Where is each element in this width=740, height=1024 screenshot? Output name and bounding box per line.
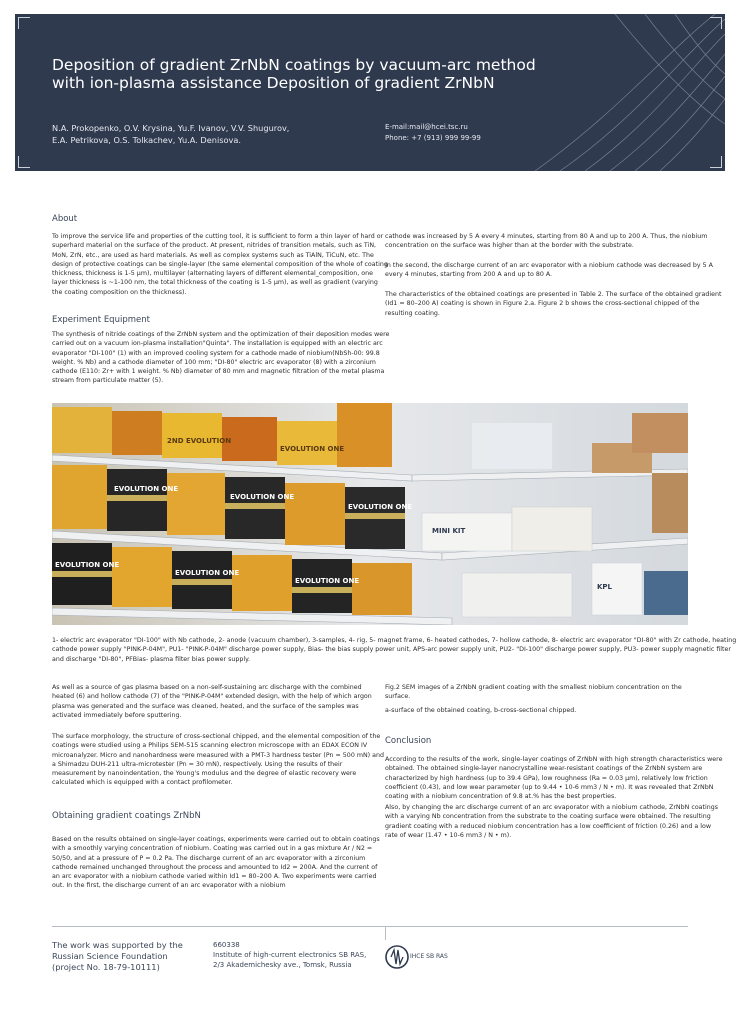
authors-line: N.A. Prokopenko, O.V. Krysina, Yu.F. Ivanov, V.V. Shugurov, bbox=[52, 123, 290, 133]
institute-address bbox=[213, 940, 373, 970]
logo-text: IHCE SB RAS bbox=[410, 953, 448, 960]
box-label: EVOLUTION ONE bbox=[230, 493, 295, 501]
authors bbox=[52, 122, 352, 146]
funding-note: The work was supported by the Russian Science Foundation (project No. 18-79-10111) bbox=[52, 940, 183, 972]
corner-mark bbox=[18, 156, 30, 168]
email-text[interactable]: E-mail:mail@hcei.tsc.ru bbox=[385, 123, 468, 131]
equipment-text: The synthesis of nitride coatings of the ZrNbN system and the optimization of their deposition modes were carried out on a vacuum ion-plasma installation"Quinta". The installation is equipped with an electric arc evaporator "DI-100" (1) with an improved cooling system for a cathode made of niobium(NbSh-00: 99.8 weight. % Nb) and a cathode diameter of 100 mm; "DI-80" electric arc evaporator (8) with a zirconium cathode (E110: Zr+ with 1 weight. % Nb) diameter of 80 mm and magnetic filtration of the metal plasma stream from particulate matter (5). bbox=[52, 331, 390, 385]
about-heading: About bbox=[52, 214, 78, 224]
left-paragraph: Based on the results obtained on single-layer coatings, experiments were carried out to obtain coatings with a smoothly varying concentration of niobium. Coating was carried out in a gas mixture Ar / N2 = 50/50, and at a pressure of P = 0.2 Pa. The discharge current of an arc evaporator with a zirconium cathode remained unchanged throughout the process and amounted to Id2 = 200A. And the current of an arc evaporator with a niobium cathode varied within Id1 = 80–200 A. Two experiments were carried out. In the first, the discharge current of an arc evaporator with a niobium bbox=[52, 836, 380, 890]
conclusion-paragraph: According to the results of the work, single-layer coatings of ZrNbN with high strength characteristics were obtained. The obtained single-layer nanocrystalline wear-resistant coatings of the ZrNbN system are characterized by high hardness (up to 39.4 GPa), low roughness (Ra = 0.03 μm), relatively low friction coefficient (0.43), and low wear parameter (up to 9.44 • 10-6 mm3 / N • m). It was revealed that ZrNbN coating with a niobium concentration of 9.8 at.% has the best properties. bbox=[385, 756, 723, 801]
poster-title: Deposition of gradient ZrNbN coatings by vacuum-arc method with ion-plasma assistance Deposition of gradient ZrNbN bbox=[52, 56, 536, 92]
box-label: EVOLUTION ONE bbox=[295, 577, 360, 585]
figure-subcaption: a-surface of the obtained coating, b-cross-sectional chipped. bbox=[385, 707, 577, 714]
left-paragraph: As well as a source of gas plasma based on a non-self-sustaining arc discharge with the combined heated (6) and hollow cathode (7) of the "PINK-P-04M" extended design, with the help of which argon plasma was generated and the surface was cleaned, heated, and the surface of the samples was activated immediately before sputtering. bbox=[52, 684, 372, 719]
box-label: 2ND EVOLUTION bbox=[167, 437, 232, 445]
header-banner bbox=[15, 14, 725, 171]
box-label: EVOLUTION ONE bbox=[348, 503, 413, 511]
about-text: To improve the service life and properties of the cutting tool, it is sufficient to form a thin layer of hard or superhard material on the surface of the product. At present, nitrides of transition metals, such as TiN, MoN, ZrN, etc., are used as hard materials. As well as complex systems such as TiAlN, TiCuN, etc. The design of protective coatings can be single-layer (the same elemental composition of the whole of coating thickness, thickness is 1-5 μm), multilayer (alternating layers of different elemental_composition, one layer thickness is ~1-100 nm, the total thickness of the coating is 1-5 μm), as well as gradient (varying the coating composition on the thickness). bbox=[52, 233, 388, 296]
conclusion-heading: Conclusion bbox=[385, 736, 432, 746]
address-text: Institute of high-current electronics SB RAS, 2/3 Akademichesky ave., Tomsk, Russia bbox=[213, 951, 367, 969]
corner-mark bbox=[18, 17, 30, 29]
footer-divider bbox=[385, 926, 386, 940]
box-label: KPL bbox=[597, 583, 613, 591]
obtaining-heading: Obtaining gradient coatings ZrNbN bbox=[52, 811, 201, 821]
equipment-heading: Experiment Equipment bbox=[52, 315, 150, 325]
decorative-arcs bbox=[15, 14, 725, 171]
phone-text: Phone: +7 (913) 999 99-99 bbox=[385, 134, 481, 142]
box-label: EVOLUTION ONE bbox=[280, 445, 345, 453]
right-paragraph: cathode was increased by 5 A every 4 minutes, starting from 80 A and up to 200 A. Thus, the niobium concentration on the surface was higher than at the border with the substrate. bbox=[385, 233, 708, 250]
box-label: EVOLUTION ONE bbox=[114, 485, 179, 493]
postcode: 660338 bbox=[213, 941, 240, 949]
footer-divider bbox=[52, 926, 688, 927]
box-label: EVOLUTION ONE bbox=[55, 561, 120, 569]
photo-caption: 1- electric arc evaporator "DI-100" with Nb cathode, 2- anode (vacuum chamber), 3-samples, 4- rig, 5- magnet frame, 6- heated cathodes, 7- hollow cathode, 8- electric arc evaporator "DI-80" with Zr cathode, heating cathode power supply "PINK-P-04M", PU1- "PINK-P-04M" discharge power supply, Bias- the bias supply power unit, APS-arc power supply unit, PU2- "DI-100" discharge power supply, PU3- power supply magnetic filter and discharge "DI-80", PFBias- plasma filter bias power supply. bbox=[52, 637, 737, 663]
figure-caption: Fig.2 SEM images of a ZrNbN gradient coating with the smallest niobium concentration on the surface. bbox=[385, 684, 682, 701]
right-paragraph: The characteristics of the obtained coatings are presented in Table 2. The surface of the obtained gradient (Id1 = 80–200 A) coating is shown in Figure 2.a. Figure 2 b shows the cross-sectional chipped of the resulting coating. bbox=[385, 291, 722, 317]
box-label: EVOLUTION ONE bbox=[175, 569, 240, 577]
contacts bbox=[385, 122, 545, 144]
authors-line: E.A. Petrikova, O.S. Tolkachev, Yu.A. Denisova. bbox=[52, 135, 241, 145]
box-label: MINI KIT bbox=[432, 527, 466, 535]
conclusion-paragraph: Also, by changing the arc discharge current of an arc evaporator with a niobium cathode, ZrNbN coatings with a varying Nb concentration from the substrate to the coating surface were obtained. The resulting gradient coating with a reduced niobium concentration has a low coefficient of friction (0.26) and a low rate of wear (1.47 • 10-6 mm3 / N • m). bbox=[385, 804, 719, 839]
lab-shelves-photo bbox=[52, 403, 688, 625]
corner-mark bbox=[710, 156, 722, 168]
corner-mark bbox=[710, 17, 722, 29]
left-paragraph: The surface morphology, the structure of cross-sectional chipped, and the elemental composition of the coatings were studied using a Philips SEM-515 scanning electron microscope with an EDAX ECON IV microanalyzer. Micro and nanohardness were measured with a PMT-3 hardness tester (Pn = 500 mN) and a Shimadzu DUH-211 ultra-microtester (Pn = 30 mN), respectively. Using the results of their measurement by nanoindentation, the Young's modulus and the degree of elastic recovery were calculated which is equipped with a contact profilometer. bbox=[52, 733, 384, 787]
right-paragraph: In the second, the discharge current of an arc evaporator with a niobium cathode was decreased by 5 A every 4 minutes, starting from 200 A and up to 80 A. bbox=[385, 262, 713, 279]
